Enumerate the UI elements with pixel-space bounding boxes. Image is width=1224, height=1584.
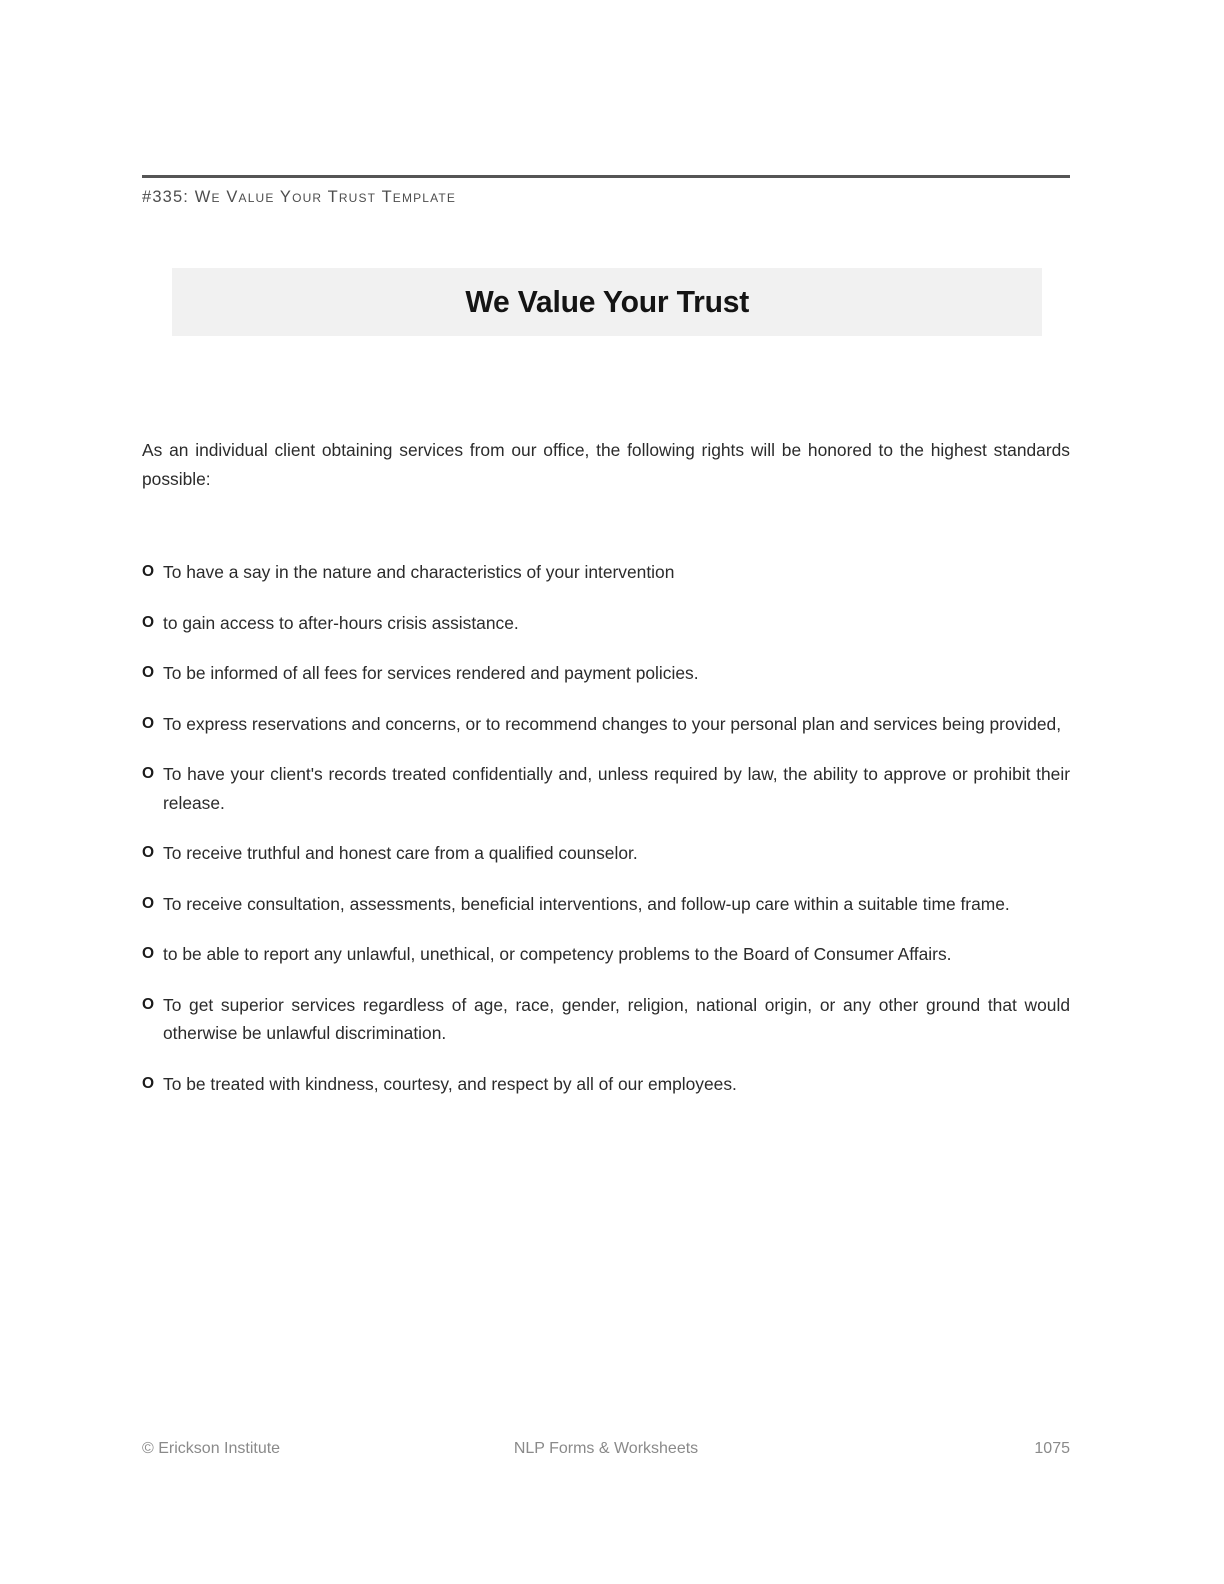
circle-bullet-icon: O — [142, 765, 155, 782]
list-item — [142, 659, 1070, 688]
circle-bullet-icon: O — [142, 995, 155, 1013]
circle-bullet-icon: O — [142, 563, 155, 580]
list-item — [142, 991, 1070, 1048]
list-item — [142, 760, 1070, 817]
footer-series-title: NLP Forms & Worksheets — [513, 1440, 699, 1457]
list-item-text: to gain access to after-hours crisis assistance. — [163, 612, 519, 633]
list-item — [142, 710, 1070, 739]
circle-bullet-icon: O — [142, 844, 155, 861]
circle-bullet-icon: O — [142, 714, 155, 732]
header-divider-rule — [142, 175, 1070, 178]
circle-bullet-icon: O — [142, 664, 155, 681]
list-item-text: to be able to report any unlawful, unethical, or competency problems to the Board of Consumer Affairs. — [163, 944, 952, 964]
list-item — [142, 609, 1070, 638]
footer-copyright: © Erickson Institute — [142, 1440, 281, 1457]
list-item — [142, 940, 1070, 969]
list-item-text: To receive truthful and honest care from a qualified counselor. — [163, 843, 638, 863]
circle-bullet-icon: O — [142, 945, 155, 962]
page-title: We Value Your Trust — [465, 284, 749, 319]
list-item-text: To be informed of all fees for services rendered and payment policies. — [163, 663, 699, 683]
client-rights-list — [142, 558, 1070, 1098]
list-item-text: To be treated with kindness, courtesy, and respect by all of our employees. — [163, 1073, 737, 1094]
circle-bullet-icon: O — [142, 894, 155, 912]
intro-paragraph: As an individual client obtaining services from our office, the following rights will be honored to the highest standards possible: — [142, 440, 1070, 489]
list-item-text: To receive consultation, assessments, beneficial interventions, and follow-up care within a suitable time frame. — [163, 893, 1010, 914]
title-banner — [172, 268, 1042, 336]
list-item-text: To get superior services regardless of age, race, gender, religion, national origin, or any other ground that would otherwise be unlawful discrimination. — [163, 994, 1070, 1043]
circle-bullet-icon: O — [142, 613, 155, 631]
page-footer — [142, 1436, 1070, 1462]
footer-page-number: 1075 — [1034, 1440, 1070, 1457]
list-item — [142, 890, 1070, 919]
list-item-text: To have your client's records treated confidentially and, unless required by law, the ability to approve or prohibit their release. — [163, 764, 1070, 813]
list-item-text: To express reservations and concerns, or to recommend changes to your personal plan and services being provided, — [163, 713, 1062, 734]
list-item — [142, 558, 1070, 587]
document-body — [142, 436, 1070, 1098]
list-item — [142, 839, 1070, 868]
running-header-label: #335: We Value Your Trust Template — [142, 188, 456, 206]
list-item — [142, 1070, 1070, 1099]
list-item-text: To have a say in the nature and characteristics of your intervention — [163, 562, 675, 582]
circle-bullet-icon: O — [142, 1074, 155, 1092]
